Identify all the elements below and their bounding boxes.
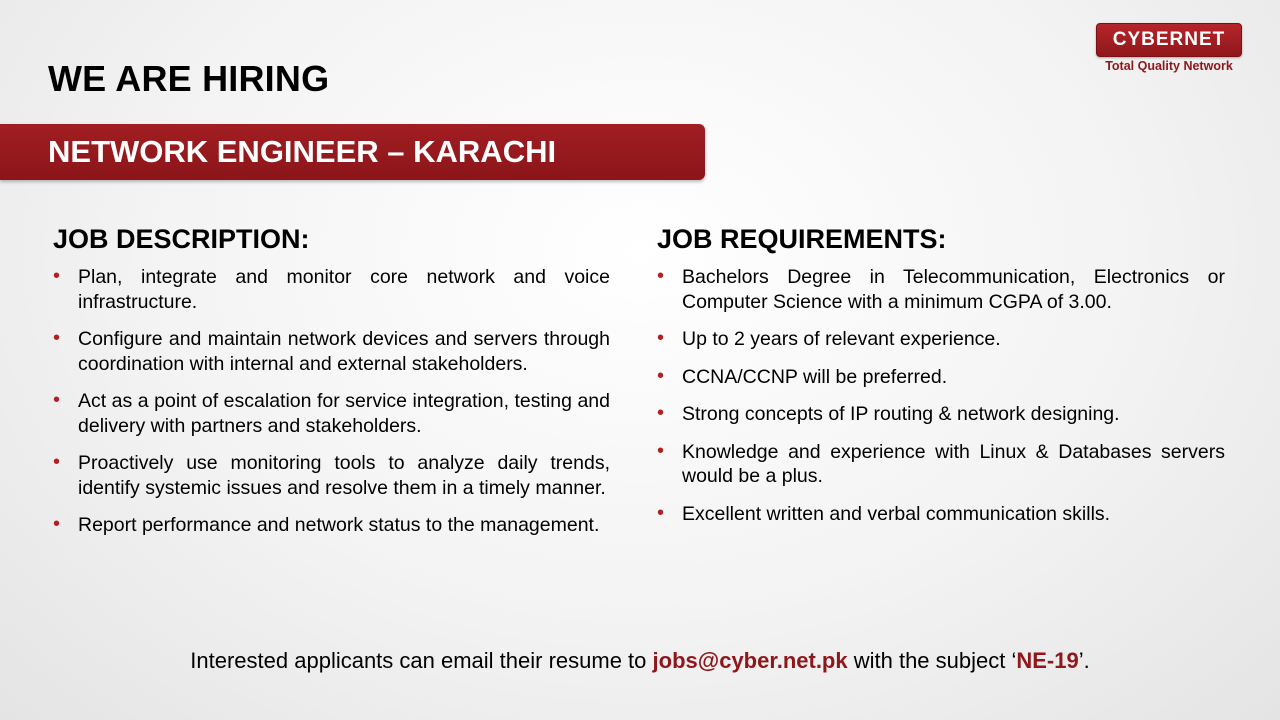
bullet-icon: •: [53, 327, 61, 349]
job-requirements-heading: JOB REQUIREMENTS:: [657, 224, 947, 254]
position-title: NETWORK ENGINEER – KARACHI: [48, 134, 557, 169]
bullet-icon: •: [53, 265, 61, 287]
bullet-icon: •: [657, 501, 665, 524]
list-item: • Proactively use monitoring tools to analyze daily trends, identify systemic issues and resolve them in a timely manner.: [53, 451, 610, 499]
footer-suffix: ’.: [1078, 648, 1090, 673]
logo-wordmark: CYBERNET: [1096, 23, 1242, 57]
bullet-icon: •: [53, 513, 61, 535]
bullet-icon: •: [657, 364, 665, 387]
list-item: • Bachelors Degree in Telecommunication, Electronics or Computer Science with a minimum CGPA of 3.00.: [657, 265, 1225, 313]
list-item: • Knowledge and experience with Linux & Databases servers would be a plus.: [657, 439, 1225, 487]
bullet-icon: •: [53, 451, 61, 473]
company-logo: [1096, 23, 1242, 73]
page-title: WE ARE HIRING: [48, 58, 330, 99]
job-description-section: [53, 224, 610, 551]
job-requirements-section: [657, 224, 1225, 539]
bullet-icon: •: [657, 265, 665, 287]
footer-prefix: Interested applicants can email their resume to: [190, 648, 653, 673]
list-item: • Up to 2 years of relevant experience.: [657, 327, 1001, 350]
list-item: • Act as a point of escalation for service integration, testing and delivery with partners and stakeholders.: [53, 389, 610, 437]
list-item: • Configure and maintain network devices and servers through coordination with internal and external stakeholders.: [53, 327, 610, 375]
application-instructions: [0, 648, 1280, 674]
job-description-list: [53, 265, 610, 538]
bullet-icon: •: [657, 327, 665, 349]
email-link[interactable]: jobs@cyber.net.pk: [652, 648, 848, 673]
logo-tagline: Total Quality Network: [1105, 59, 1233, 73]
list-item: • Excellent written and verbal communication skills.: [657, 501, 1111, 525]
position-banner: [0, 124, 705, 180]
list-item: • Plan, integrate and monitor core network and voice infrastructure.: [53, 265, 610, 313]
subject-code: NE-19: [1016, 648, 1079, 673]
job-requirements-list: [657, 265, 1225, 526]
list-item: • Report performance and network status to the management.: [53, 513, 600, 536]
job-description-heading: JOB DESCRIPTION:: [53, 224, 310, 254]
footer-middle: with the subject ‘: [847, 648, 1017, 673]
list-item: • Strong concepts of IP routing & network designing.: [657, 402, 1120, 425]
bullet-icon: •: [657, 439, 665, 462]
bullet-icon: •: [53, 389, 61, 411]
bullet-icon: •: [657, 402, 665, 424]
list-item: • CCNA/CCNP will be preferred.: [657, 364, 948, 388]
